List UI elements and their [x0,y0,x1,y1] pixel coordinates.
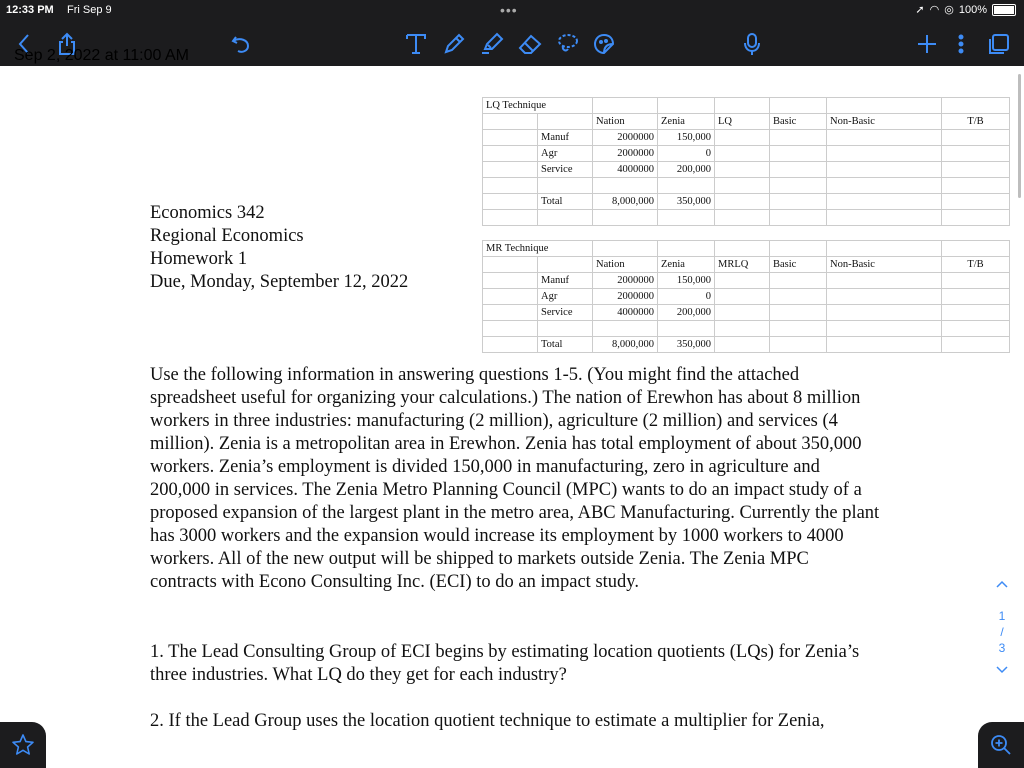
cell-value: 350,000 [658,337,715,353]
cell-value: 200,000 [658,162,715,178]
due-date: Due, Monday, September 12, 2022 [150,272,409,292]
column-header: Zenia [658,114,715,130]
question-1: 1. The Lead Consulting Group of ECI begins by estimating location quotients (LQs) for Zenia’s three industries. What LQ do they get for each industry? [150,642,860,685]
column-header: Zenia [658,257,715,273]
row-label: Total [538,194,593,210]
lasso-icon[interactable] [554,30,582,58]
row-label: Manuf [538,130,593,146]
mr-spreadsheet [482,240,1010,353]
more-icon[interactable] [950,30,972,58]
cell-value: 4000000 [593,162,658,178]
table-row [483,273,1010,289]
row-label: Manuf [538,273,593,289]
course-title: Economics 342 [150,203,265,223]
page-down-icon[interactable] [988,664,1016,678]
cell-value: 0 [658,289,715,305]
course-subject: Regional Economics [150,226,304,246]
table-row [483,146,1010,162]
row-label: Total [538,337,593,353]
cell-value: 8,000,000 [593,194,658,210]
column-header: Non-Basic [827,114,942,130]
cell-value: 150,000 [658,273,715,289]
favorite-button[interactable] [0,722,46,768]
wifi-icon: ◠ [929,4,940,16]
status-right [915,3,1016,16]
status-time: 12:33 PM [6,4,54,16]
clipped-timestamp: Sep 2, 2022 at 11:00 AM [14,47,189,64]
cell-value: 2000000 [593,130,658,146]
status-date: Fri Sep 9 [67,4,112,16]
assignment-title: Homework 1 [150,249,248,269]
row-label: Service [538,305,593,321]
pages-icon[interactable] [986,30,1012,58]
cell-value: 8,000,000 [593,337,658,353]
column-header: Non-Basic [827,257,942,273]
lock-rotation-icon: ◎ [944,4,954,16]
column-header: Basic [770,257,827,273]
text-tool-icon[interactable] [402,30,430,58]
row-label: Service [538,162,593,178]
table-title: LQ Technique [483,98,593,114]
microphone-icon[interactable] [740,30,764,58]
total-row [483,337,1010,353]
page-navigator [988,578,1016,678]
table-title: MR Technique [483,241,593,257]
column-header: T/B [942,257,1010,273]
star-icon [11,733,35,757]
location-icon: ➚ [915,4,925,16]
page-separator: / [1000,625,1004,639]
total-pages: 3 [998,641,1006,655]
zoom-in-icon [989,733,1013,757]
current-page: 1 [998,609,1006,623]
column-header: Nation [593,114,658,130]
column-header: T/B [942,114,1010,130]
total-row [483,194,1010,210]
undo-icon[interactable] [228,30,254,58]
column-header: Basic [770,114,827,130]
cell-value: 2000000 [593,289,658,305]
table-row [483,289,1010,305]
homework-heading [150,202,408,294]
cell-value: 2000000 [593,273,658,289]
highlighter-icon[interactable] [478,30,506,58]
lq-spreadsheet [482,97,1010,226]
table-row [483,162,1010,178]
eraser-icon[interactable] [516,30,544,58]
zoom-button[interactable] [978,722,1024,768]
cell-value: 200,000 [658,305,715,321]
cell-value: 350,000 [658,194,715,210]
sticker-icon[interactable] [590,30,618,58]
multitask-dots[interactable]: ••• [500,2,518,18]
battery-icon [992,4,1016,16]
column-header: LQ [715,114,770,130]
battery-percent: 100% [958,3,987,16]
cell-value: 0 [658,146,715,162]
question-2: 2. If the Lead Group uses the location quotient technique to estimate a multiplier for Zenia, [150,711,825,731]
cell-value: 2000000 [593,146,658,162]
cell-value: 150,000 [658,130,715,146]
column-header: Nation [593,257,658,273]
row-label: Agr [538,289,593,305]
add-icon[interactable] [914,30,940,58]
status-bar [0,0,1024,22]
table-row [483,130,1010,146]
row-label: Agr [538,146,593,162]
cell-value: 4000000 [593,305,658,321]
pen-icon[interactable] [440,30,468,58]
column-header: MRLQ [715,257,770,273]
table-row [483,305,1010,321]
intro-paragraph: Use the following information in answering questions 1-5. (You might find the attached spreadsheet useful for organizing your calculations.) The nation of Erewhon has about 8 million workers in three industries: manufacturing (2 million), agriculture (2 million) and services (4 million). Zenia is a metropolitan area in Erewhon. Zenia has total employment of about 350,000 workers. Zenia’s employment is divided 150,000 in manufacturing, zero in agriculture and 200,000 in services. The Zenia Metro Planning Council (MPC) wants to do an impact study of a proposed expansion of the largest plant in the metro area, ABC Manufacturing. Currently the plant has 3000 workers and the expansion would increase its employment by 1000 workers to 4000 workers. All of the new output will be shipped to markets outside Zenia. The Zenia MPC contracts with Econo Consulting Inc. (ECI) to do an impact study. [150,365,880,592]
page-up-icon[interactable] [988,578,1016,592]
scrollbar[interactable] [1018,74,1021,198]
